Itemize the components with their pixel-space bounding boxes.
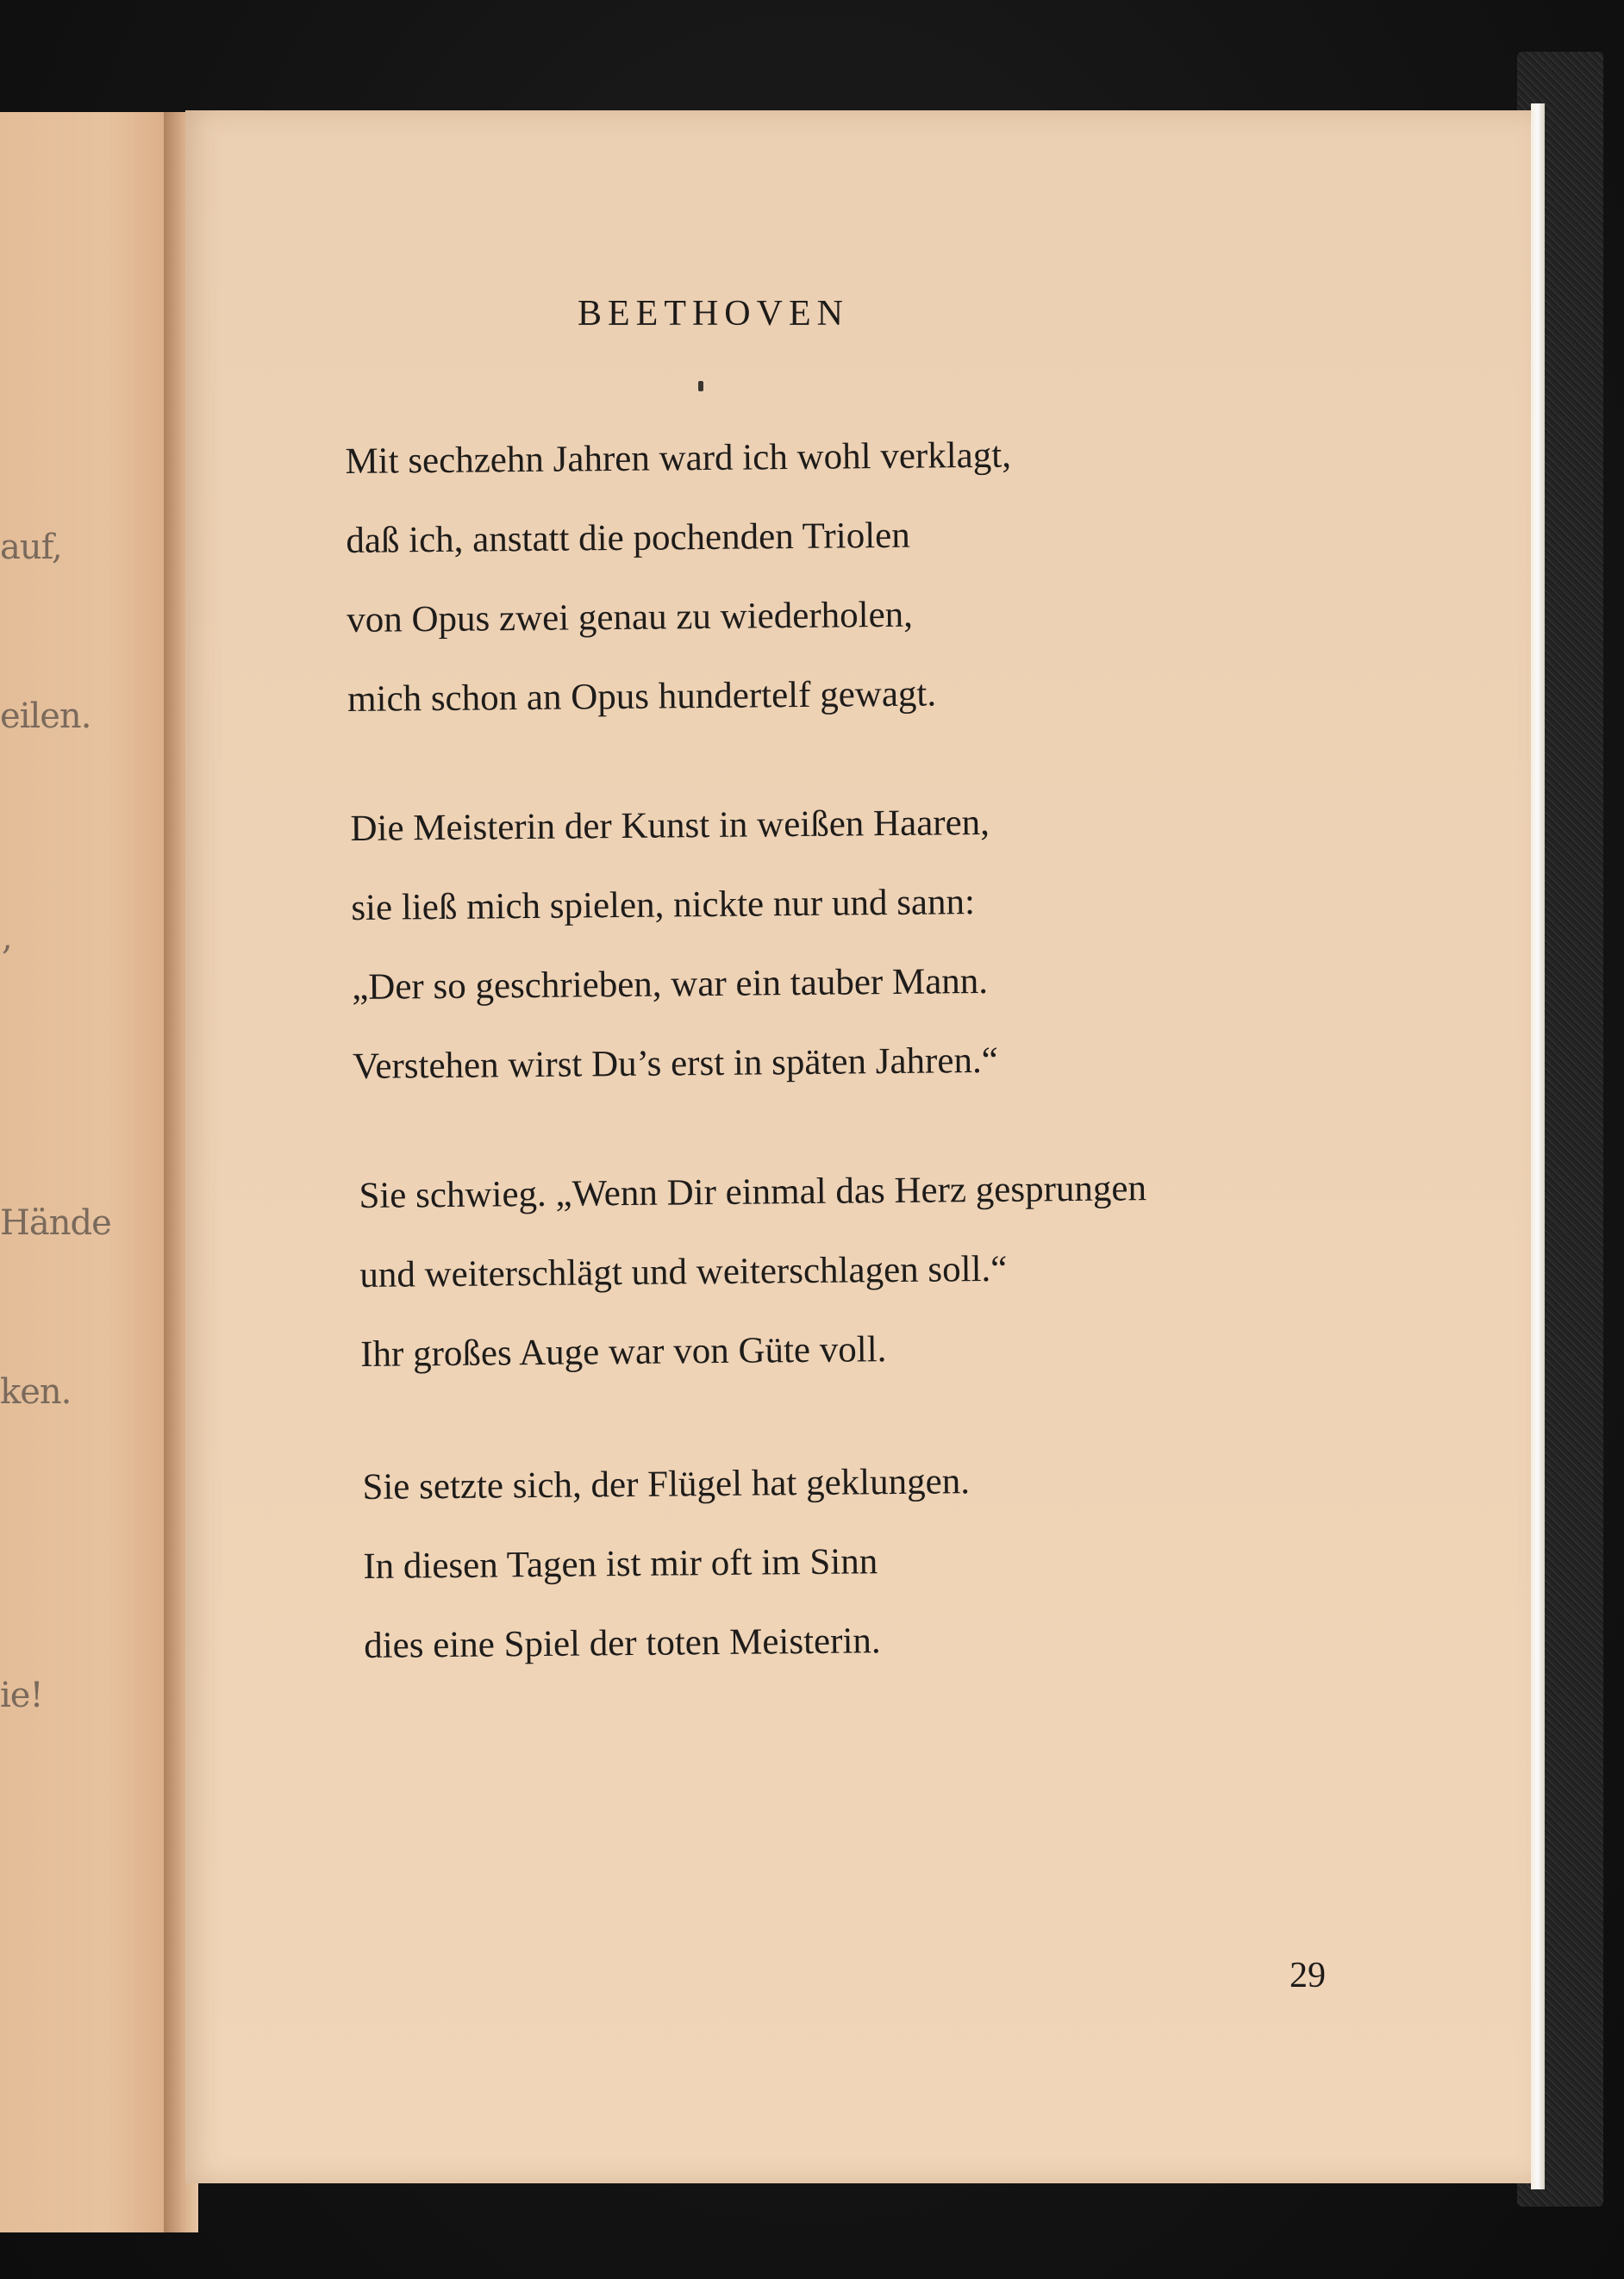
- poem-title: BEETHOVEN: [578, 294, 849, 334]
- stanza-3: [359, 1149, 1148, 1395]
- poem-line: dies eine Spiel der toten Meisterin.: [363, 1620, 881, 1666]
- page-number: 29: [1290, 1956, 1326, 1995]
- left-page: [0, 112, 177, 2232]
- stanza-2: [350, 784, 998, 1107]
- poem-line: Ihr großes Auge war von Güte voll.: [359, 1329, 887, 1375]
- left-page-fragment: ,: [2, 918, 12, 958]
- poem-line: In diesen Tagen ist mir oft im Sinn: [363, 1541, 878, 1587]
- left-page-fragment: eilen.: [0, 696, 91, 736]
- poem-line: von Opus zwei genau zu wiederholen,: [346, 594, 914, 640]
- left-page-fragment: auf,: [0, 528, 62, 567]
- stanza-4: [362, 1442, 971, 1686]
- poem-line: Mit sechzehn Jahren ward ich wohl verklagt,: [345, 434, 1012, 482]
- poem-line: „Der so geschrieben, war ein tauber Mann.: [351, 960, 989, 1008]
- poem-line: sie ließ mich spielen, nickte nur und sann:: [351, 882, 976, 928]
- poem-line: Sie setzte sich, der Flügel hat geklungen.: [362, 1461, 971, 1508]
- poem-line: Verstehen wirst Du’s erst in späten Jahren.“: [352, 1040, 999, 1087]
- left-page-fragment: ie!: [0, 1676, 43, 1715]
- left-page-fragment: Hände: [0, 1203, 111, 1243]
- poem-line: Sie schwieg. „Wenn Dir einmal das Herz gesprungen: [359, 1168, 1147, 1216]
- poem-line: mich schon an Opus hundertelf gewagt.: [347, 673, 937, 720]
- page-edge: [1531, 103, 1545, 2189]
- title-ornament: [698, 381, 703, 391]
- stanza-1: [345, 416, 1014, 740]
- left-page-fragment: ken.: [0, 1372, 72, 1412]
- poem-line: Die Meisterin der Kunst in weißen Haaren,: [350, 802, 990, 849]
- poem-line: daß ich, anstatt die pochenden Triolen: [346, 515, 910, 561]
- poem-line: und weiterschlägt und weiterschlagen soll.“: [359, 1248, 1008, 1296]
